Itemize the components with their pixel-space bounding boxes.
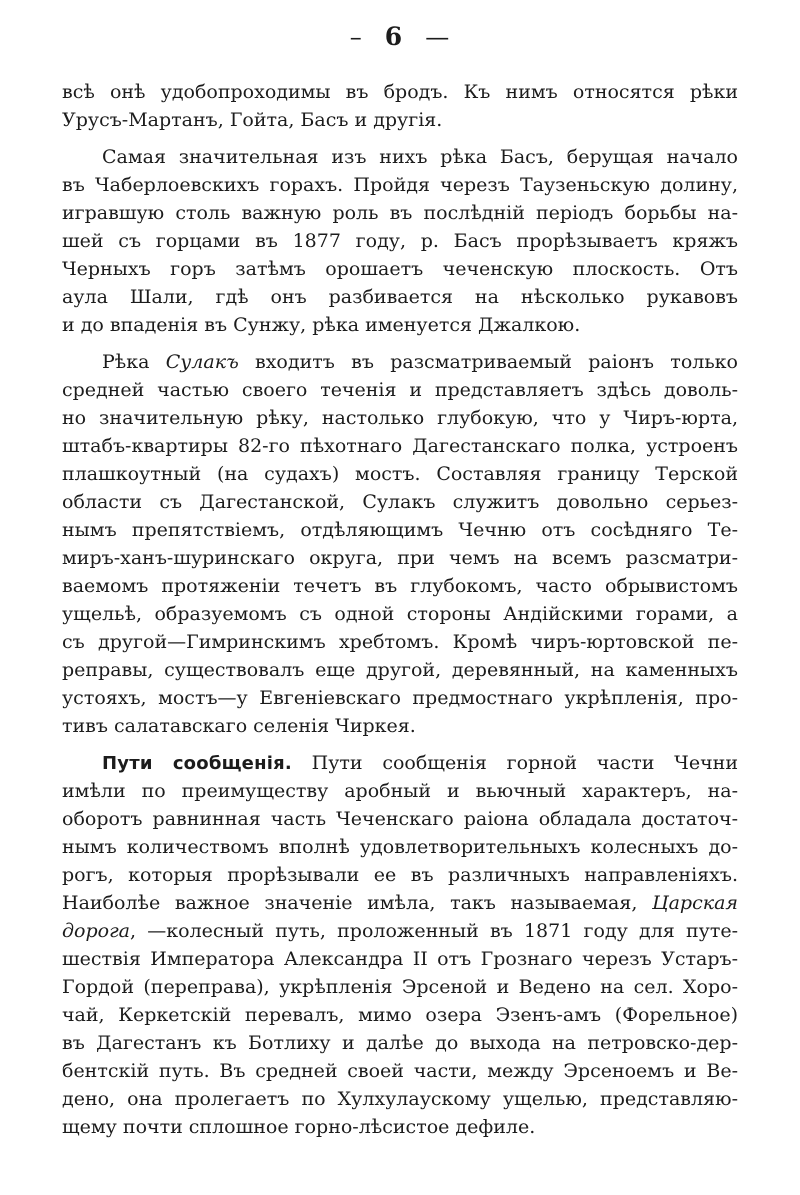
text-line — [62, 749, 738, 777]
text-line — [62, 348, 738, 376]
text-block — [62, 78, 738, 1141]
text-line — [62, 628, 738, 656]
text-segment: тивъ салатавскаго селенія Чиркея. — [62, 715, 416, 737]
text-line — [62, 311, 738, 339]
text-segment: имѣли по преимуществу аробный и вьючный характеръ, на- — [62, 780, 738, 802]
text-line — [62, 143, 738, 171]
text-segment: щему почти сплошное горно-лѣсистое дефиле. — [62, 1116, 536, 1138]
text-segment: чай, Керкетскій перевалъ, мимо озера Эзенъ-амъ (Форельное) — [62, 1004, 738, 1026]
text-line — [62, 404, 738, 432]
text-line — [62, 78, 738, 106]
text-line — [62, 656, 738, 684]
bold-run-in-heading: Пути сообщенія. — [102, 753, 292, 774]
text-segment: въ Чаберлоевскихъ горахъ. Пройдя черезъ Таузеньскую долину, — [62, 174, 738, 196]
text-segment: игравшую столь важную роль въ послѣдній періодъ борьбы на- — [62, 202, 738, 224]
text-segment: съ другой—Гимринскимъ хребтомъ. Кромѣ чиръ-юртовской пе- — [62, 631, 738, 653]
text-line — [62, 283, 738, 311]
text-line — [62, 1001, 738, 1029]
text-line — [62, 572, 738, 600]
text-line — [62, 805, 738, 833]
text-segment: бентскій путь. Въ средней своей части, между Эрсеноемъ и Ве- — [62, 1060, 738, 1082]
text-segment: Наиболѣе важное значеніе имѣла, такъ называемая, — [62, 892, 653, 914]
text-line — [62, 432, 738, 460]
text-segment: Гордой (переправа), укрѣпленія Эрсеной и Ведено на сел. Хоро- — [62, 976, 738, 998]
text-segment: оборотъ равнинная часть Чеченскаго раіона обладала достаточ- — [62, 808, 738, 830]
text-line — [62, 712, 738, 740]
text-line — [62, 376, 738, 404]
text-line — [62, 1085, 738, 1113]
text-line — [62, 833, 738, 861]
text-line — [62, 861, 738, 889]
text-segment: рогъ, которыя прорѣзывали ее въ различныхъ направленіяхъ. — [62, 864, 738, 886]
text-segment: плашкоутный (на судахъ) мостъ. Составляя границу Терской — [62, 463, 738, 485]
page-number: 6 — [384, 22, 404, 51]
text-segment: Пути сообщенія горной части Чечни — [291, 752, 738, 774]
text-segment: Самая значительная изъ нихъ рѣка Басъ, берущая начало — [102, 146, 738, 168]
text-line — [62, 199, 738, 227]
text-segment: штабъ-квартиры 82-го пѣхотнаго Дагестанскаго полка, устроенъ — [62, 435, 738, 457]
text-line — [62, 1113, 738, 1141]
paragraph — [62, 143, 738, 339]
text-segment: нымъ препятствіемъ, отдѣляющимъ Чечню отъ сосѣдняго Те- — [62, 519, 738, 541]
text-line — [62, 488, 738, 516]
text-line — [62, 255, 738, 283]
paragraph — [62, 78, 738, 134]
text-segment: въ Дагестанъ къ Ботлиху и далѣе до выхода на петровско-дер- — [62, 1032, 738, 1054]
text-line — [62, 544, 738, 572]
text-line — [62, 106, 738, 134]
text-segment: дено, она пролегаетъ по Хулхулаускому ущелью, представляю- — [62, 1088, 738, 1110]
text-segment: Черныхъ горъ затѣмъ орошаетъ чеченскую плоскость. Отъ — [62, 258, 738, 280]
text-line — [62, 917, 738, 945]
text-segment: ущельѣ, образуемомъ съ одной стороны Андійскими горами, а — [62, 603, 738, 625]
text-segment: Урусъ-Мартанъ, Гойта, Басъ и другія. — [62, 109, 443, 131]
text-line — [62, 1029, 738, 1057]
text-segment: устояхъ, мостъ—у Евгеніевскаго предмостнаго укрѣпленія, про- — [62, 687, 738, 709]
header-dash-left: – — [349, 23, 363, 51]
text-segment: аула Шали, гдѣ онъ разбивается на нѣсколько рукавовъ — [62, 286, 738, 308]
text-segment: Рѣка — [102, 351, 166, 373]
text-segment: средней частью своего теченія и представляетъ здѣсь доволь- — [62, 379, 738, 401]
text-segment: шей съ горцами въ 1877 году, р. Басъ прорѣзываетъ кряжъ — [62, 230, 738, 252]
text-line — [62, 973, 738, 1001]
text-line — [62, 777, 738, 805]
text-line — [62, 600, 738, 628]
text-line — [62, 460, 738, 488]
text-segment: области съ Дагестанской, Сулакъ служитъ довольно серьез- — [62, 491, 738, 513]
text-segment: нымъ количествомъ вполнѣ удовлетворительныхъ колесныхъ до- — [62, 836, 738, 858]
text-segment: ваемомъ протяженіи течетъ въ глубокомъ, часто обрывистомъ — [62, 575, 738, 597]
text-line — [62, 889, 738, 917]
italic-term: дорога — [62, 920, 131, 942]
text-segment: входитъ въ разсматриваемый раіонъ только — [238, 351, 738, 373]
text-line — [62, 945, 738, 973]
text-segment: реправы, существовалъ еще другой, деревянный, на каменныхъ — [62, 659, 738, 681]
text-segment: всѣ онѣ удобопроходимы въ бродъ. Къ нимъ относятся рѣки — [62, 81, 738, 103]
text-line — [62, 684, 738, 712]
italic-term: Царская — [652, 892, 738, 914]
text-line — [62, 516, 738, 544]
text-segment: но значительную рѣку, настолько глубокую, что у Чиръ-юрта, — [62, 407, 738, 429]
italic-term: Сулакъ — [165, 351, 239, 373]
text-segment: миръ-ханъ-шуринскаго округа, при чемъ на всемъ разсматри- — [62, 547, 738, 569]
text-line — [62, 171, 738, 199]
text-segment: и до впаденія въ Сунжу, рѣка именуется Джалкою. — [62, 314, 581, 336]
header-dash-right: — — [425, 23, 451, 51]
text-segment: шествія Императора Александра II отъ Грознаго черезъ Устаръ- — [62, 948, 738, 970]
page-header — [0, 22, 800, 52]
text-segment: , —колесный путь, проложенный въ 1871 году для путе- — [130, 920, 738, 942]
paragraph — [62, 749, 738, 1141]
text-line — [62, 227, 738, 255]
text-line — [62, 1057, 738, 1085]
paragraph — [62, 348, 738, 740]
